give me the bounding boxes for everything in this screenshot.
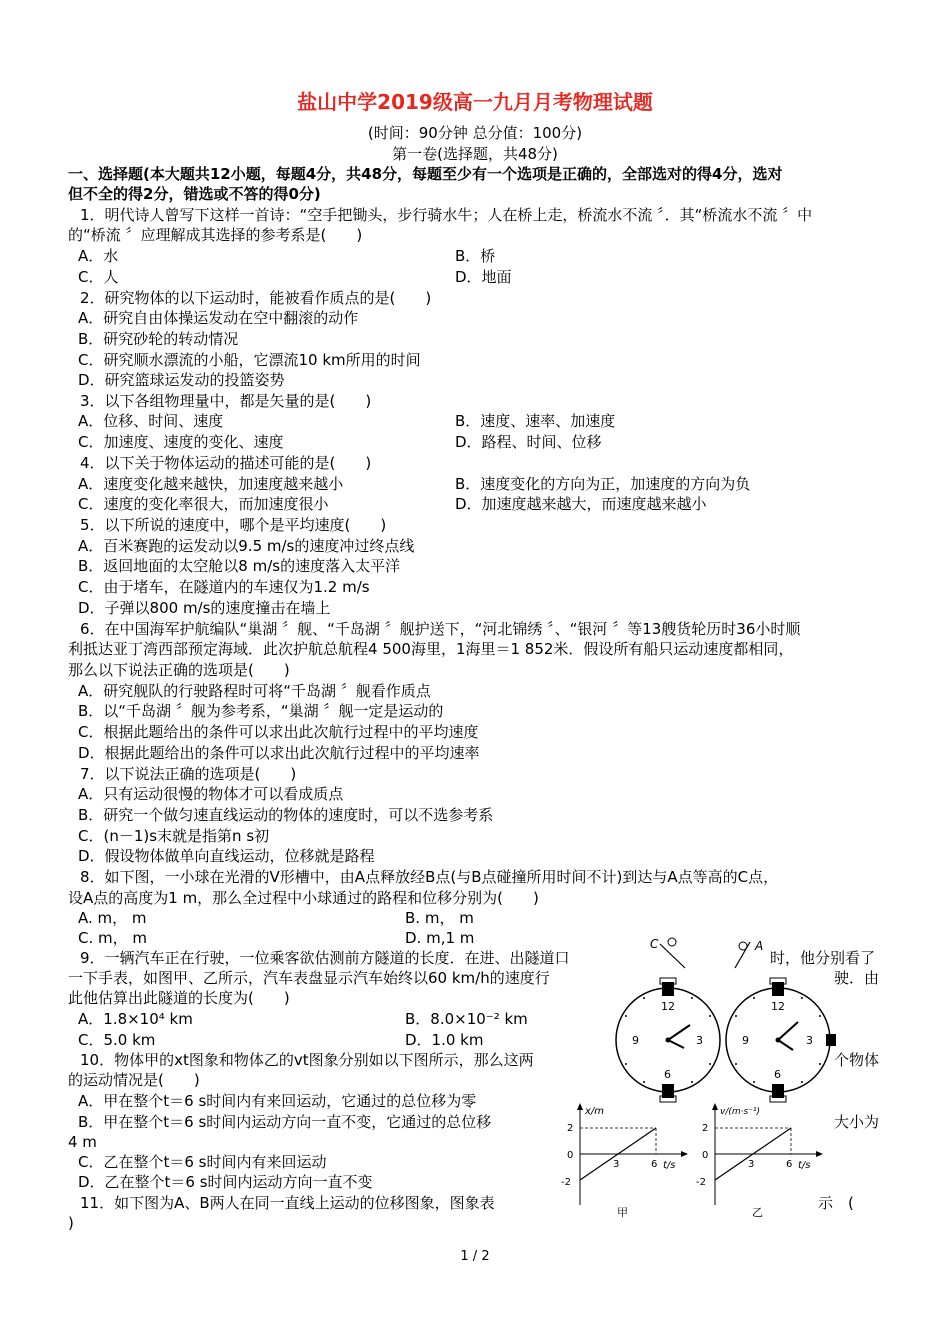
clock-left-12: 12 (661, 1000, 675, 1013)
graph-yi-xtick-6: 6 (786, 1159, 793, 1170)
question-8: 8．如下图，一小球在光滑的V形槽中，由A点释放经B点(与B点碰撞所用时间不计)到达与A点等高的C点， (80, 868, 779, 886)
question-6-cont: 利抵达亚丁湾西部预定海域．此次护航总航程4 500海里，1海里＝1 852米．假设所有船只运动速度都相同， (68, 640, 794, 658)
option-4a: A．速度变化越来越快，加速度越来越小 (78, 475, 344, 493)
question-9-cont-right: 驶．由 (834, 969, 880, 987)
clock-right (726, 978, 836, 1102)
option-9b: B．8.0×10⁻² km (405, 1010, 528, 1028)
exam-title: 盐山中学2019级高一九月月考物理试题 (297, 90, 653, 114)
graph-jia-caption: 甲 (617, 1206, 628, 1219)
graph-jia-ytick-neg2: -2 (561, 1177, 571, 1188)
question-11-right: 示 ( (818, 1194, 854, 1212)
question-3: 3．以下各组物理量中，都是矢量的是( ) (80, 392, 372, 410)
question-10: 10．物体甲的xt图象和物体乙的vt图象分别如以下图所示，那么这两 (80, 1051, 534, 1069)
option-6c: C．根据此题给出的条件可以求出此次航行过程中的平均速度 (78, 723, 479, 741)
option-5c: C．由于堵车，在隧道内的车速仅为1.2 m/s (78, 578, 370, 596)
graph-yi-xlabel: t/s (798, 1160, 811, 1171)
option-7d: D．假设物体做单向直线运动，位移就是路程 (78, 847, 375, 865)
question-1: 1．明代诗人曾写下这样一首诗：“空手把锄头，步行骑水牛；人在桥上走，桥流水不流 〞．其“桥流水不流 〞中 (80, 206, 813, 224)
option-4c: C．速度的变化率很大，而加速度很小 (78, 495, 329, 513)
sign-c-icon (650, 937, 685, 968)
exam-meta: (时间：90分钟 总分值：100分) (367, 124, 583, 142)
question-8-cont: 设A点的高度为1 m，那么全过程中小球通过的路程和位移分别为( ) (68, 889, 539, 907)
graph-yi-ylabel: v/(m·s⁻¹) (720, 1107, 761, 1117)
clock-right-9: 9 (742, 1034, 749, 1047)
clock-left (616, 978, 720, 1102)
option-2d: D．研究篮球运发动的投篮姿势 (78, 371, 285, 389)
option-10c: C．乙在整个t＝6 s时间内有来回运动 (78, 1153, 327, 1171)
sign-a-label: A (755, 939, 764, 953)
option-4d: D．加速度越来越大，而速度越来越小 (455, 495, 707, 513)
option-8d: D. m,1 m (405, 929, 475, 947)
sign-c-label: C (650, 937, 659, 951)
page-number: 1 / 2 (460, 1249, 490, 1264)
option-4b: B．速度变化的方向为正，加速度的方向为负 (455, 475, 751, 493)
question-6: 6．在中国海军护航编队“巢湖 〞舰、“千岛湖 〞舰护送下，“河北锦绣 〞、“银河 〞等13艘货轮历时36小时顺 (80, 620, 801, 638)
question-9-cont2: 此他估算出此隧道的长度为( ) (68, 989, 290, 1007)
option-6a: A．研究舰队的行驶路程时可将“千岛湖 〞舰看作质点 (78, 682, 431, 700)
question-6-cont2: 那么以下说法正确的选项是( ) (68, 661, 290, 679)
clock-left-3: 3 (696, 1034, 703, 1047)
option-2c: C．研究顺水漂流的小船，它漂流10 km所用的时间 (78, 351, 421, 369)
option-3d: D．路程、时间、位移 (455, 433, 602, 451)
graph-jia-xtick-3: 3 (613, 1159, 620, 1170)
clock-left-6: 6 (664, 1068, 671, 1081)
question-9-cont: 一下手表，如图甲、乙所示，汽车表盘显示汽车始终以60 km/h的速度行 (68, 969, 550, 987)
question-10-cont: 的运动情况是( ) (68, 1071, 200, 1089)
option-5b: B．返回地面的太空舱以8 m/s的速度落入太平洋 (78, 557, 401, 575)
option-10d: D．乙在整个t＝6 s时间内运动方向一直不变 (78, 1173, 373, 1191)
graph-jia-xtick-6: 6 (651, 1159, 658, 1170)
option-6b: B．以“千岛湖 〞舰为参考系，“巢湖 〞舰一定是运动的 (78, 702, 444, 720)
clock-right-3: 3 (806, 1034, 813, 1047)
section-heading-cont: 但不全的得2分，错选或不答的得0分) (68, 185, 321, 203)
option-2b: B．研究砂轮的转动情况 (78, 330, 239, 348)
clock-left-9: 9 (632, 1034, 639, 1047)
option-7c: C．(n－1)s末就是指第n s初 (78, 827, 270, 845)
option-10b: B．甲在整个t＝6 s时间内运动方向一直不变，它通过的总位移 (78, 1113, 492, 1131)
option-9c: C．5.0 km (78, 1031, 156, 1049)
question-11-cont: ) (68, 1214, 74, 1232)
clock-right-6: 6 (774, 1068, 781, 1081)
graph-yi-ytick-0: 0 (702, 1150, 709, 1161)
option-1b: B．桥 (455, 247, 496, 265)
graph-yi-ytick-2: 2 (702, 1123, 709, 1134)
question-2: 2．研究物体的以下运动时，能被看作质点的是( ) (80, 289, 432, 307)
graph-yi-caption: 乙 (752, 1206, 763, 1219)
option-9a: A．1.8×10⁴ km (78, 1010, 193, 1028)
sign-a-icon (735, 939, 763, 968)
option-7a: A．只有运动很慢的物体才可以看成质点 (78, 785, 344, 803)
graph-yi-ytick-neg2: -2 (696, 1177, 706, 1188)
question-7: 7．以下说法正确的选项是( ) (80, 765, 297, 783)
graph-jia-ytick-2: 2 (567, 1123, 574, 1134)
option-8c: C. m， m (78, 929, 148, 947)
question-9-right: 时，他分别看了 (770, 949, 876, 967)
question-4: 4．以下关于物体运动的描述可能的是( ) (80, 454, 372, 472)
graph-jia-ytick-0: 0 (567, 1150, 574, 1161)
option-10b-right: 大小为 (834, 1113, 880, 1131)
option-6d: D．根据此题给出的条件可以求出此次航行过程中的平均速率 (78, 744, 480, 762)
option-1a: A．水 (78, 247, 119, 265)
option-10b-cont: 4 m (68, 1133, 97, 1151)
part-heading: 第一卷(选择题，共48分) (392, 145, 558, 163)
option-1c: C．人 (78, 268, 119, 286)
option-2a: A．研究自由体操运发动在空中翻滚的动作 (78, 309, 359, 327)
option-8b: B. m， m (405, 909, 474, 927)
question-5: 5．以下所说的速度中，哪个是平均速度( ) (80, 516, 387, 534)
question-1-cont: 的“桥流 〞应理解成其选择的参考系是( ) (68, 226, 363, 244)
question-11: 11．如下图为A、B两人在同一直线上运动的位移图象，图象表 (80, 1194, 495, 1212)
graph-yi (690, 1100, 830, 1230)
graph-jia (555, 1100, 695, 1230)
option-5d: D．子弹以800 m/s的速度撞击在墙上 (78, 599, 331, 617)
clock-right-12: 12 (771, 1000, 785, 1013)
option-9d: D．1.0 km (405, 1031, 484, 1049)
clock-figure (600, 930, 840, 1120)
graph-jia-xlabel: t/s (663, 1160, 676, 1171)
question-9: 9．一辆汽车正在行驶，一位乘客欲估测前方隧道的长度．在进、出隧道口 (80, 949, 570, 967)
option-5a: A．百米赛跑的运发动以9.5 m/s的速度冲过终点线 (78, 537, 415, 555)
option-7b: B．研究一个做匀速直线运动的物体的速度时，可以不选参考系 (78, 806, 494, 824)
graph-jia-ylabel: x/m (585, 1106, 605, 1117)
option-1d: D．地面 (455, 268, 512, 286)
option-8a: A. m， m (78, 909, 147, 927)
option-10a: A．甲在整个t＝6 s时间内有来回运动，它通过的总位移为零 (78, 1092, 477, 1110)
option-3c: C．加速度、速度的变化、速度 (78, 433, 284, 451)
option-3b: B．速度、速率、加速度 (455, 412, 616, 430)
option-3a: A．位移、时间、速度 (78, 412, 224, 430)
section-heading: 一、选择题(本大题共12小题，每题4分，共48分，每题至少有一个选项是正确的，全部选对的得4分，选对 (68, 165, 783, 183)
question-10-right: 个物体 (834, 1051, 880, 1069)
graph-yi-xtick-3: 3 (748, 1159, 755, 1170)
